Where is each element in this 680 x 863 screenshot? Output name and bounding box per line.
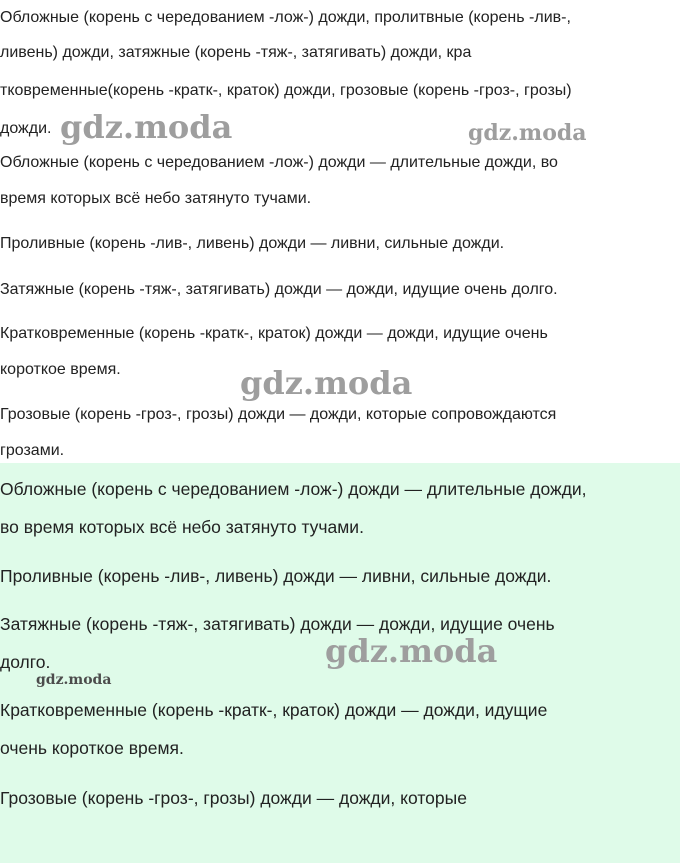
highlighted-3-line-1: Затяжные (корень -тяж-, затягивать) дожди — дожди, идущие очень bbox=[0, 614, 555, 634]
intro-line-4: дожди. bbox=[0, 120, 52, 137]
highlighted-4-line-2: очень короткое время. bbox=[0, 738, 184, 758]
definition-4-line-1: Кратковременные (корень -кратк-, краток) дожди — дожди, идущие очень bbox=[0, 325, 548, 342]
definition-1-line-2: время которых всё небо затянуто тучами. bbox=[0, 190, 312, 207]
highlighted-2-line-1: Проливные (корень -лив-, ливень) дожди — ливни, сильные дожди. bbox=[0, 566, 552, 586]
definition-1-line-1: Обложные (корень с чередованием -лож-) дожди — длительные дожди, во bbox=[0, 154, 558, 171]
watermark-logo: gdz.moda bbox=[468, 120, 587, 146]
highlighted-1-line-1: Обложные (корень с чередованием -лож-) дожди — длительные дожди, bbox=[0, 479, 587, 499]
highlighted-3-line-2: долго. bbox=[0, 652, 51, 672]
watermark-logo: gdz.moda bbox=[240, 364, 413, 402]
definition-3-line-1: Затяжные (корень -тяж-, затягивать) дожди — дожди, идущие очень долго. bbox=[0, 281, 558, 298]
highlighted-5-line-1: Грозовые (корень -гроз-, грозы) дожди — дожди, которые bbox=[0, 788, 467, 808]
watermark-logo: gdz.moda bbox=[60, 108, 233, 146]
definition-4-line-2: короткое время. bbox=[0, 361, 121, 378]
highlighted-4-line-1: Кратковременные (корень -кратк-, краток) дожди — дожди, идущие bbox=[0, 700, 548, 720]
definition-2-line-1: Проливные (корень -лив-, ливень) дожди — ливни, сильные дожди. bbox=[0, 235, 505, 252]
intro-line-2: ливень) дожди, затяжные (корень -тяж-, затягивать) дожди, кра bbox=[0, 44, 472, 61]
intro-line-1: Обложные (корень с чередованием -лож-) дожди, пролитвные (корень -лив-, bbox=[0, 9, 571, 26]
intro-line-3: тковременные(корень -кратк-, краток) дожди, грозовые (корень -гроз-, грозы) bbox=[0, 82, 572, 99]
definition-5-line-2: грозами. bbox=[0, 442, 65, 459]
highlighted-1-line-2: во время которых всё небо затянуто тучами. bbox=[0, 517, 364, 537]
watermark-logo: gdz.moda bbox=[36, 672, 112, 688]
definition-5-line-1: Грозовые (корень -гроз-, грозы) дожди — дожди, которые сопровождаются bbox=[0, 406, 557, 423]
watermark-logo: gdz.moda bbox=[325, 632, 498, 670]
